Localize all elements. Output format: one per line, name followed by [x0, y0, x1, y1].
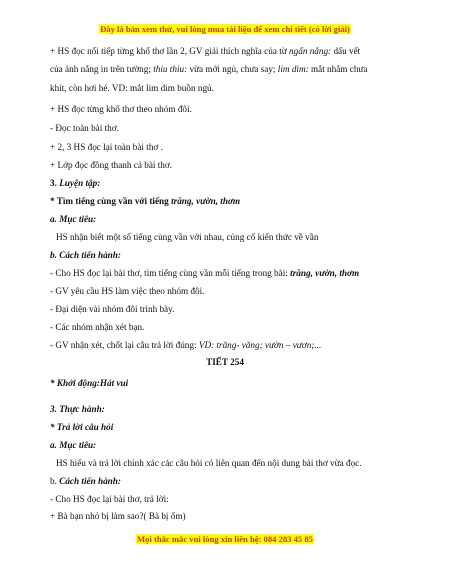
paragraph-reading-line1: + HS đọc nối tiếp từng khổ thơ lần 2, GV giải thích nghĩa của từ ngấn nắng: dấu vết [50, 46, 361, 56]
paragraph-read-whole: - Đọc toàn bài thơ. [50, 123, 119, 133]
paragraph-class-reading: + Lớp đọc đồng thanh cả bài thơ. [50, 160, 173, 170]
paragraph-reading-line3: khít, còn hơi hé. VD: mắt lim dim buồn ngủ. [50, 83, 214, 93]
paragraph-reading-line2: của ánh nắng in trên tường; thiu thiu: vừa mới ngủ, chưa say; lim dim: mắt nhắm chưa [50, 64, 368, 74]
lesson-period-title: TIẾT 254 [206, 357, 244, 367]
contact-banner: Mọi thắc mắc vui lòng xin liên hệ: 084 283 45 85 [137, 534, 313, 544]
heading-cach-tien-hanh-2: b. Cách tiến hành: [50, 476, 121, 486]
preview-notice-banner: Đây là bản xem thử, vui lòng mua tài liệu để xem chi tiết (có lời giải) [100, 24, 350, 34]
paragraph-find-rhymes: - Cho HS đọc lại bài thơ, tìm tiếng cùng vần mỗi tiếng trong bài: trăng, vườn, thơm [50, 268, 360, 278]
paragraph-reread-answer: - Cho HS đọc lại bài thơ, trả lời: [50, 494, 169, 504]
paragraph-students-reread: + 2, 3 HS đọc lại toàn bài thơ . [50, 142, 163, 152]
paragraph-peer-review: - Các nhóm nhận xét bạn. [50, 322, 145, 332]
heading-muc-tieu-1: a. Mục tiêu: [50, 214, 97, 224]
heading-tim-tieng: * Tìm tiếng cùng vần với tiếng trăng, vườn, thơm [50, 196, 241, 206]
paragraph-objective-2: HS hiểu và trả lời chính xác các câu hỏi có liên quan đến nội dung bài thơ vừa đọc. [56, 458, 362, 468]
paragraph-question-grandma: + Bà bạn nhỏ bị làm sao?( Bà bị ốm) [50, 511, 186, 521]
paragraph-teacher-conclusion: - GV nhận xét, chốt lại câu trả lời đúng: VD: trăng- văng; vườn – vươn;... [50, 340, 322, 350]
paragraph-group-reading: + HS đọc từng khổ thơ theo nhóm đôi. [50, 104, 192, 114]
paragraph-objective-1: HS nhận biết một số tiếng cùng vần với nhau, củng cố kiến thức về vần [56, 232, 319, 242]
heading-muc-tieu-2: a. Mục tiêu: [50, 440, 97, 450]
heading-luyen-tap: 3. Luyện tập: [50, 178, 101, 188]
heading-khoi-dong: * Khởi động:Hát vui [50, 378, 129, 388]
heading-cach-tien-hanh-1: b. Cách tiến hành: [50, 250, 121, 260]
paragraph-present: - Đại diện vài nhóm đôi trình bày. [50, 304, 175, 314]
paragraph-pair-work: - GV yêu cầu HS làm việc theo nhóm đôi. [50, 286, 205, 296]
heading-tra-loi-cau-hoi: * Trả lời câu hỏi [50, 422, 114, 432]
heading-thuc-hanh: 3. Thực hành: [50, 404, 105, 414]
